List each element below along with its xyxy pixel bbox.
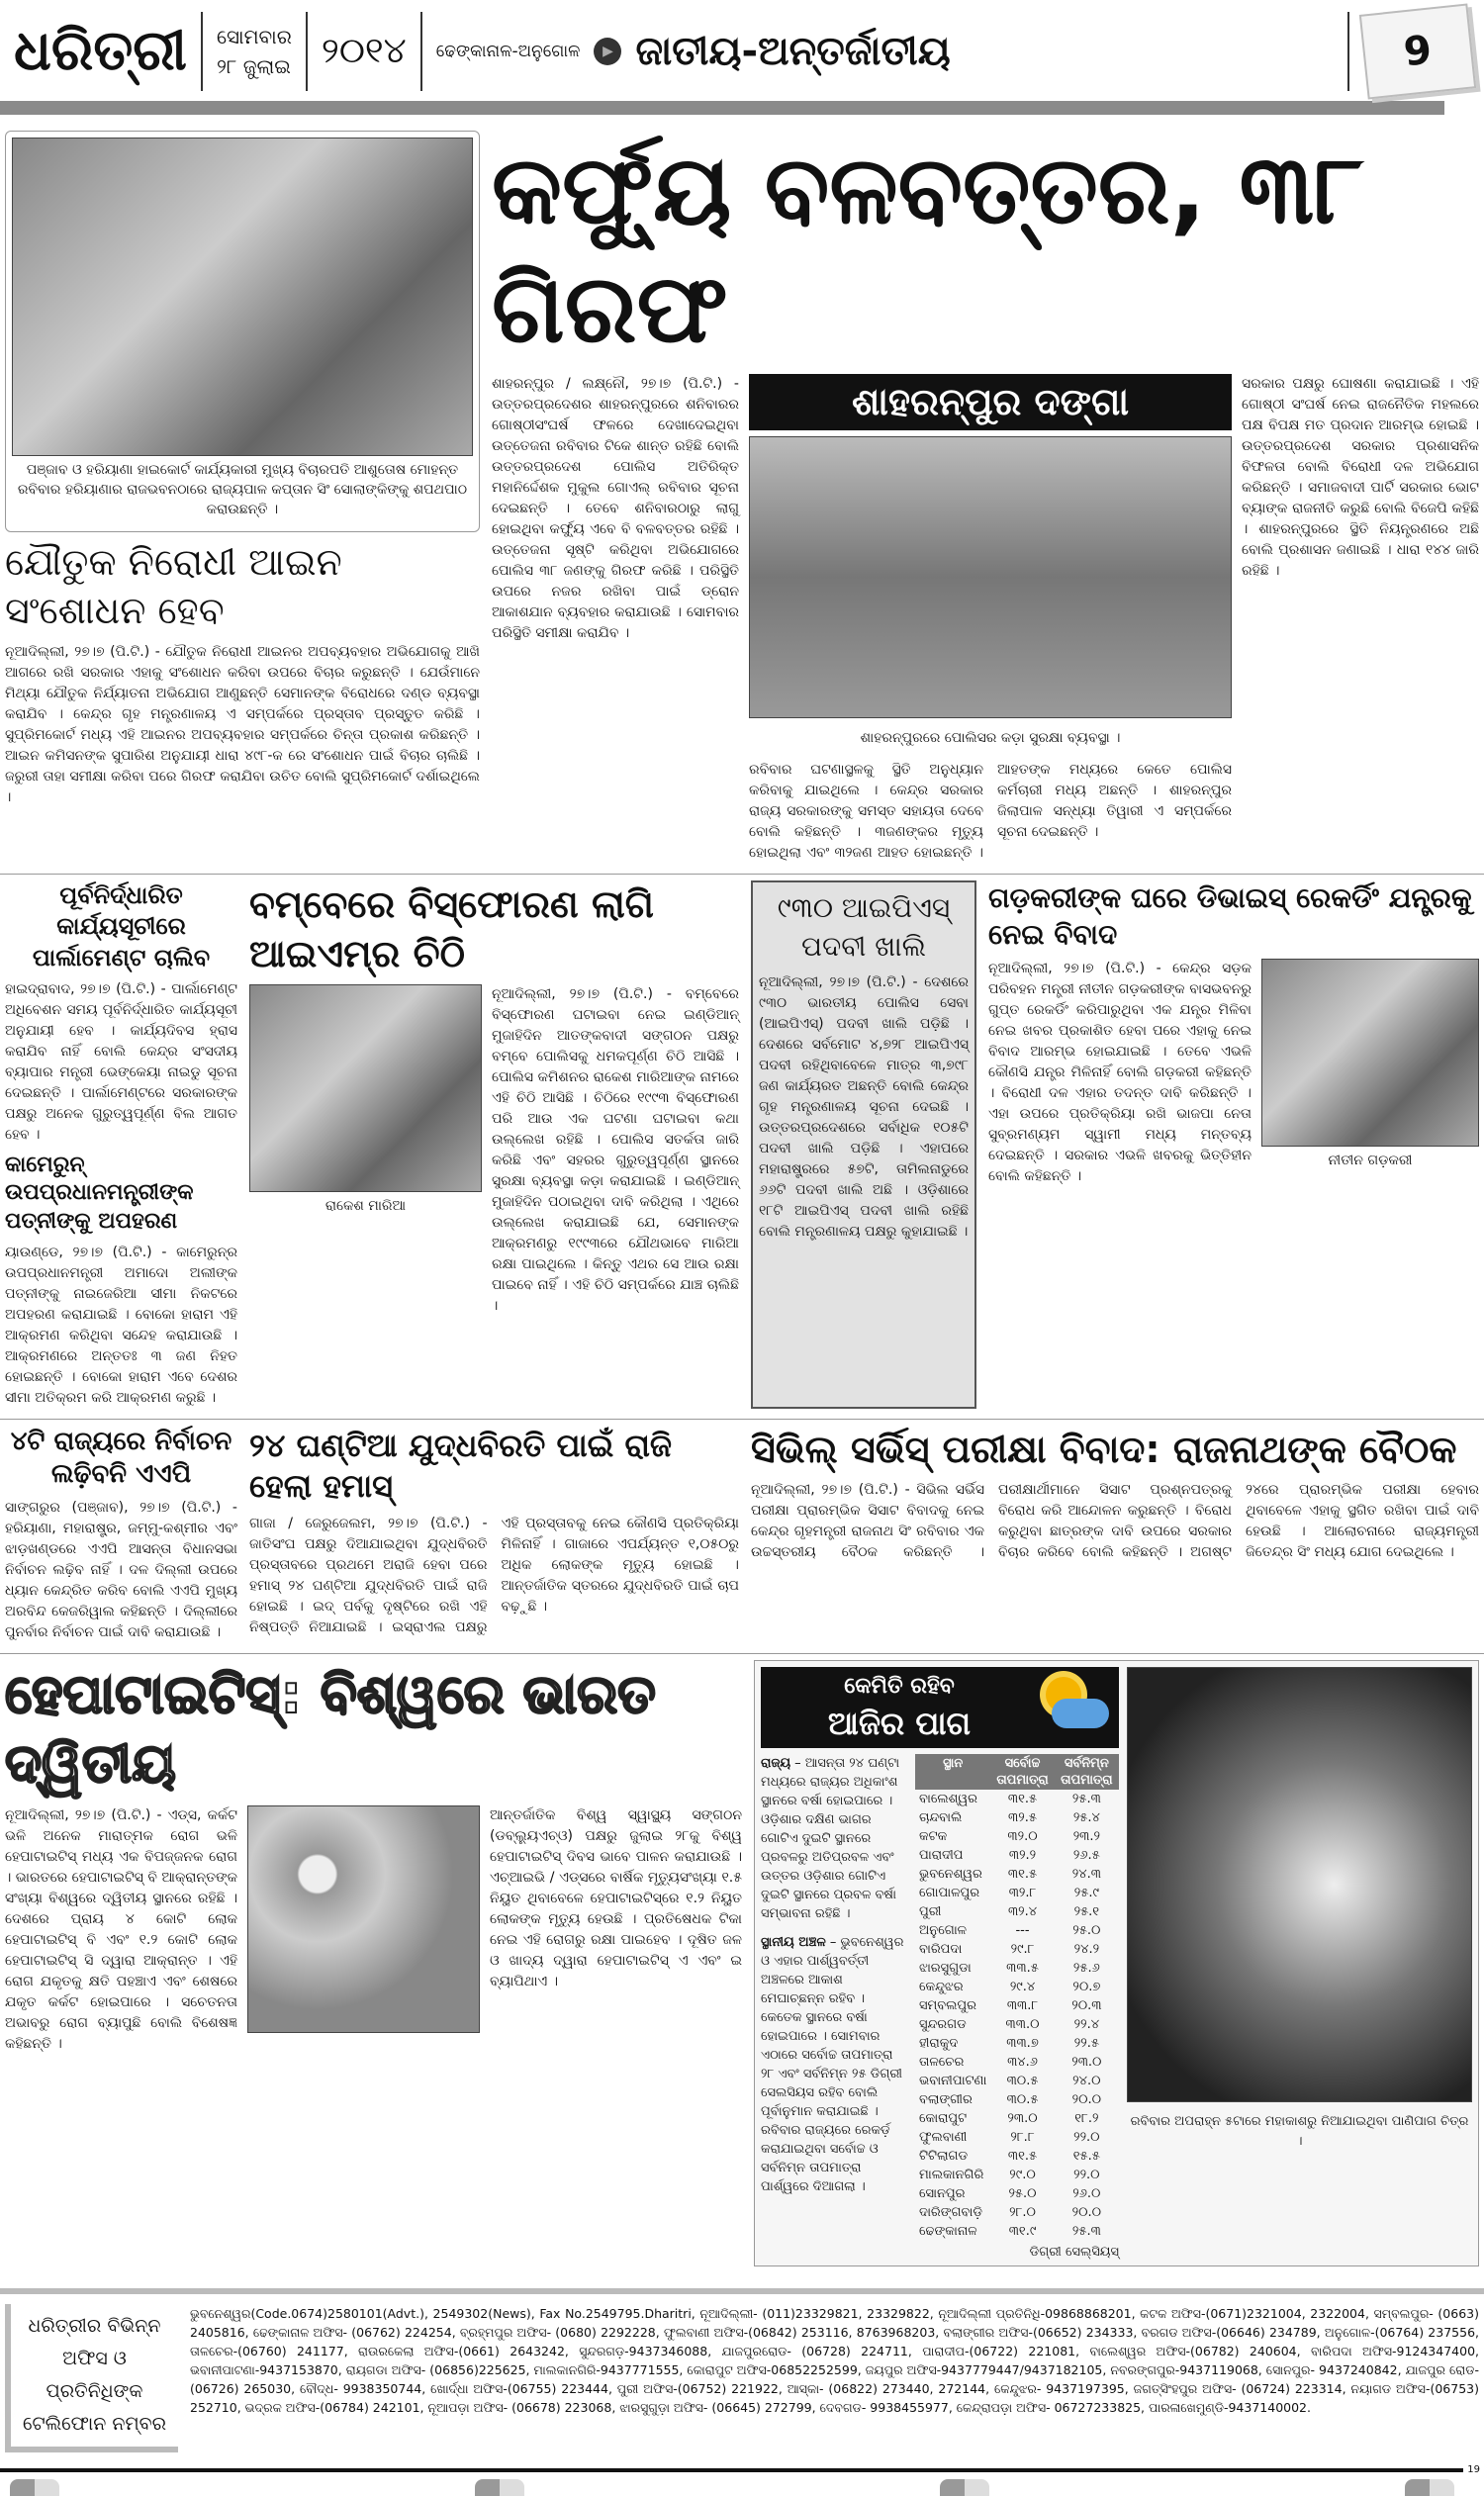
photo-caption: ଶାହରନ୍‌ପୁରରେ ପୋଲିସର କଡ଼ା ସୁରକ୍ଷା ବ୍ୟବସ୍ଥା । <box>860 730 1121 747</box>
weather-title-2: ଆଜିର ପାଗ <box>827 1705 972 1743</box>
footer-label: ଧରିତ୍ରୀର ବିଭିନ୍ନ ଅଫିସ ଓ ପ୍ରତିନିଧିଙ୍କ ଟେଲିଫୋନ ନମ୍ବର <box>5 2304 178 2452</box>
temperature-row <box>915 2034 1119 2053</box>
station-name: ବଲାଙ୍ଗୀର <box>919 2092 973 2108</box>
weather-forecast: ରାଜ୍ୟ – ଆସନ୍ତା ୨୪ ଘଣ୍ଟା ମଧ୍ୟରେ ରାଜ୍ୟର ଅଧିକାଂଶ ସ୍ଥାନରେ ବର୍ଷା ହୋଇପାରେ । ଓଡ଼ିଶାର ଦକ୍ଷିଣ ଭାଗର ଗୋଟିଏ ଦୁଇଟି ସ୍ଥାନରେ ପ୍ରବଳରୁ ଅତିପ୍ରବଳ ଏବଂ ଉତ୍ତର ଓଡ଼ିଶାର ଗୋଟିଏ ଦୁଇଟି ସ୍ଥାନରେ ପ୍ରବଳ ବର୍ଷା ସମ୍ଭାବନା ରହିଛି । ସ୍ଥାନୀୟ ଅଞ୍ଚଳ – ଭୁବନେଶ୍ୱର ଓ ଏହାର ପାର୍ଶ୍ୱବର୍ତ୍ତୀ ଅଞ୍ଚଳରେ ଆକାଶ ମେଘାଚ୍ଛନ୍ନ ରହିବ । କେତେକ ସ୍ଥାନରେ ବର୍ଷା ହୋଇପାରେ । ସୋମବାର ଏଠାରେ ସର୍ବୋଚ୍ଚ ତାପମାତ୍ରା ୨୮ ଏବଂ ସର୍ବନିମ୍ନ ୨୫ ଡିଗ୍ରୀ ସେଲସିୟସ ରହିବ ବୋଲି ପୂର୍ବାନୁମାନ କରାଯାଇଛି । ରବିବାର ରାଜ୍ୟରେ ରେକର୍ଡ଼ କରାଯାଇଥିବା ସର୍ବୋଚ୍ଚ ଓ ସର୍ବନିମ୍ନ ତାପମାତ୍ରା ପାର୍ଶ୍ୱରେ ଦିଆଗଲା । <box>761 1756 904 2195</box>
max-temp: ୨୯.୮ <box>1010 1942 1035 1958</box>
temperature-row <box>915 1996 1119 2015</box>
page-number: 9 <box>1359 3 1476 99</box>
max-temp: ୩୨.୦ <box>1007 1829 1038 1845</box>
temperature-row <box>915 2166 1119 2184</box>
temperature-row <box>915 2053 1119 2072</box>
min-temp: ୨୫.୦ <box>1072 1923 1101 1939</box>
satellite-image <box>1127 1667 1472 2102</box>
date: ୨୮ ଜୁଲାଇ <box>216 54 291 78</box>
station-name: ବାରିପଦା <box>919 1942 963 1958</box>
gadkari-photo-box <box>1261 959 1479 1187</box>
max-temp: ୩୦.୫ <box>1006 2092 1039 2108</box>
hepatitis-headline: ହେପାଟାଇଟିସ୍: ବିଶ୍ୱରେ ଭାରତ ଦ୍ୱିତୀୟ <box>5 1663 656 1796</box>
max-temp: ୩୦.୫ <box>1006 2074 1039 2089</box>
max-temp: ୨୯.୪ <box>1009 1980 1036 1995</box>
station-name: ମାଲକାନଗିରି <box>919 2168 984 2183</box>
max-temp: ୩୩.୮ <box>1006 1998 1039 2014</box>
temperature-row <box>915 1790 1119 1808</box>
station-name: ଭବାନୀପାଟଣା <box>919 2074 987 2089</box>
station-name: ଫୁଲବାଣୀ <box>919 2130 968 2146</box>
left-column <box>5 131 480 864</box>
cameroon-body: ୟାଉଣ୍ଡେ, ୨୭।୭ (ପି.ଟି.) - କାମେରୁନ୍‌ର ଉପପ୍ରଧାନମନ୍ତ୍ରୀ ଅମାଦୋ ଅଲୀଙ୍କ ପତ୍ନୀଙ୍କୁ ନାଇଜେରିଆ ସୀମା ନିକଟରେ ଅପହରଣ କରାଯାଇଛି । ବୋକୋ ହାରାମ ଏହି ଆକ୍ରମଣ କରିଥିବା ସନ୍ଦେହ କରାଯାଉଛି । ଆକ୍ରମଣରେ ଅନ୍ତତଃ ୩ ଜଣ ନିହତ ହୋଇଛନ୍ତି । ବୋକୋ ହାରାମ ଏବେ ଦେଶର ସୀମା ଅତିକ୍ରମ କରି ଆକ୍ରମଣ କରୁଛି । <box>5 1244 237 1406</box>
max-temp: ୨୫.୦ <box>1008 2186 1037 2202</box>
station-name: କଟକ <box>919 1829 948 1845</box>
photo-box <box>5 131 480 532</box>
temperature-row <box>915 1959 1119 1978</box>
lead-story <box>492 131 1479 864</box>
left-column <box>5 880 237 1408</box>
mumbai-body: ନୂଆଦିଲ୍ଲୀ, ୨୭।୭ (ପି.ଟି.) - ବମ୍ବେରେ ବିସ୍ଫୋରଣ ଘଟାଇବା ନେଇ ଇଣ୍ଡିଆନ୍ ମୁଜାହିଦିନ ଆତଙ୍କବାଦୀ ସଙ୍ଗଠନ ପକ୍ଷରୁ ବମ୍ବେ ପୋଲିସକୁ ଧମକପୂର୍ଣ୍ଣ ଚିଠି ଆସିଛି । ପୋଲିସ କମିଶନର ରାକେଶ ମାରିଆଙ୍କ ନାମରେ ଏହି ଚିଠି ଆସିଛି । ଚିଠିରେ ୧୯୯୩ ବିସ୍ଫୋରଣ ପରି ଆଉ ଏକ ଘଟଣା ଘଟାଇବା କଥା ଉଲ୍ଲେଖ ରହିଛି । ପୋଲିସ ସତର୍କତା ଜାରି କରିଛି ଏବଂ ସହରର ଗୁରୁତ୍ୱପୂର୍ଣ୍ଣ ସ୍ଥାନରେ ସୁରକ୍ଷା ବ୍ୟବସ୍ଥା କଡ଼ା କରାଯାଇଛି । ଇଣ୍ଡିଆନ୍ ମୁଜାହିଦିନ ପଠାଇଥିବା ଦାବି କରିଥିଲା । ଏଥିରେ ଉଲ୍ଲେଖ କରାଯାଇଛି ଯେ, ସେମାନଙ୍କ ଆକ୍ରମଣରୁ ୧୯୯୩ରେ ଯୌଥଭାବେ ମାରିଆ ରକ୍ଷା ପାଇଥିଲେ । କିନ୍ତୁ ଏଥର ସେ ଆଉ ରକ୍ଷା ପାଇବେ ନାହିଁ । ଏହି ଚିଠି ସମ୍ପର୍କରେ ଯାଞ୍ଚ ଚାଲିଛି । <box>492 985 739 1314</box>
ips-box <box>751 880 976 1408</box>
max-temp: ୩୩.୫ <box>1006 1961 1039 1977</box>
station-name: ଦାରିଙ୍ଗବାଡ଼ି <box>919 2205 982 2221</box>
col-header: ସ୍ଥାନ <box>943 1756 964 1772</box>
min-temp: ୨୫.୩ <box>1071 1792 1101 1807</box>
aap-story <box>5 1426 237 1644</box>
temperature-row <box>915 2222 1119 2241</box>
page-marker: 19 <box>1467 2464 1480 2476</box>
divider <box>306 12 308 91</box>
temperature-row <box>915 1884 1119 1902</box>
header-bar <box>0 101 1444 115</box>
station-name: କେନ୍ଦୁଝର <box>919 1980 964 1995</box>
hamas-story <box>249 1426 739 1644</box>
section-title: ଜାତୀୟ-ଅନ୍ତର୍ଜାତୀୟ <box>635 29 951 74</box>
max-temp: ୩୧.୫ <box>1007 1792 1038 1807</box>
lead-kicker: ଶାହରନ୍‌ପୁର ଦଙ୍ଗା <box>749 374 1232 430</box>
virus-image <box>247 1805 480 2033</box>
hepatitis-columns <box>5 1805 742 2055</box>
registration-mark <box>940 2479 989 2496</box>
hepatitis-body: ନୂଆଦିଲ୍ଲୀ, ୨୭।୭ (ପି.ଟି.) - ଏଡ୍ସ, କର୍କଟ ଭଳି ଅନେକ ମାରାତ୍ମକ ରୋଗ ଭଳି ହେପାଟାଇଟିସ୍ ମଧ୍ୟ ଏକ ବିପଜ୍ଜନକ ରୋଗ । ଭାରତରେ ହେପାଟାଇଟିସ୍ ବି ଆକ୍ରାନ୍ତଙ୍କ ସଂଖ୍ୟା ବିଶ୍ୱରେ ଦ୍ୱିତୀୟ ସ୍ଥାନରେ ରହିଛି । ଦେଶରେ ପ୍ରାୟ ୪ କୋଟି ଲୋକ ହେପାଟାଇଟିସ୍ ବି ଏବଂ ୧.୨ କୋଟି ଲୋକ ହେପାଟାଇଟିସ୍ ସି ଦ୍ୱାରା ଆକ୍ରାନ୍ତ । ଏହି ରୋଗ ଯକୃତକୁ କ୍ଷତି ପହଞ୍ଚାଏ ଏବଂ ଶେଷରେ ଯକୃତ କର୍କଟ ହୋଇପାରେ । ସଚେତନତା ଅଭାବରୁ ରୋଗ ବ୍ୟାପୁଛି ବୋଲି ବିଶେଷଜ୍ଞ କହିଛନ୍ତି । <box>5 1806 237 2052</box>
min-temp: ୨୨.୦ <box>1073 2130 1100 2146</box>
max-temp: ୩୨.୮ <box>1008 1886 1037 1901</box>
middle-section <box>0 875 1484 1419</box>
max-temp: ୨୯.୦ <box>1009 2168 1036 2183</box>
mumbai-columns <box>249 984 739 1317</box>
office-phone-numbers: ଭୁବନେଶ୍ୱର(Code.0674)2580101(Advt.), 2549302(News), Fax No.2549795.Dharitri, ନୂଆଦିଲ୍ଲୀ- (011)23329821, 23329822, ନୂଆଦିଲ୍ଲୀ ପ୍ରତିନିଧି-09868868201, କଟକ ଅଫିସ-(0671)2321004, 2322004, ସମ୍ବଲପୁର- (0663) 2405816, ଢେଙ୍କାନାଳ ଅଫିସ- (06762) 224254, ବ୍ରହ୍ମପୁର ଅଫିସ- (0680) 2292228, ଫୁଲବାଣୀ ଅଫିସ-(06842) 253116, 8763968203, ବଲାଙ୍ଗୀର ଅଫିସ-(06652) 234333, ବରଗଡ ଅଫିସ-(06646) 234789, ଅନୁଗୋଳ-(06764) 237556, ତାଳଚେର-(06760) 241177, ରାଉରକେଲା ଅଫିସ-(0661) 2643242, ସୁନ୍ଦରଗଡ଼-9437346088, ଯାଜପୁରରୋଡ- (06728) 224711, ପାରାଦୀପ-(06722) 221081, ବାଲେଶ୍ୱର ଅଫିସ-(06782) 240604, ବାରିପଦା ଅଫିସ-9124347400, ଭବାନୀପାଟଣା-9437153870, ରାୟଗଡା ଅଫିସ- (06856)225625, ମାଲକାନଗିରି-9437771555, କୋରାପୁଟ ଅଫିସ-06852252599, ଜୟପୁର ଅଫିସ-9437779447/9437182105, ନବରଙ୍ଗପୁର-9437119068, ସୋନପୁର- 9437240842, ଯାଜପୁର ରୋଡ-(06726) 265030, ବୌଦ୍ଧ- 9938350744, ଖୋର୍ଦ୍ଧା ଅଫିସ-(06755) 223444, ପୁରୀ ଅଫିସ-(06752) 221922, ଆସ୍କା- (06822) 273440, 272144, କେନ୍ଦୁଝର- 9437197395, ଜଗତ୍‌ସିଂହପୁର ଅଫିସ- (06724) 223314, ନୟାଗଡ ଅଫିସ-(06753) 252710, ଭଦ୍ରକ ଅଫିସ-(06784) 242101, ନୂଆପଡ଼ା ଅଫିସ- (06678) 223068, ଝାରସୁଗୁଡ଼ା ଅଫିସ- (06645) 272799, ଦେବଗଡ- 9938455977, କେନ୍ଦ୍ରାପଡ଼ା ଅଫିସ- 06727233825, ପାରଳାଖେମୁଣ୍ଡି-9437140002. <box>190 2306 1479 2416</box>
sun-cloud-icon <box>1034 1673 1113 1736</box>
max-temp: ୩୧.୫ <box>1007 2149 1038 2165</box>
min-temp: ୨୩.୨ <box>1072 1829 1100 1845</box>
photo-caption: ପଞ୍ଜାବ ଓ ହରିୟାଣା ହାଇକୋର୍ଟ କାର୍ଯ୍ୟକାରୀ ମୁଖ୍ୟ ବିଚାରପତି ଆଶୁତୋଷ ମୋହନ୍ତ ରବିବାର ହରିୟାଣାର ରାଜଭବନଠାରେ ରାଜ୍ୟପାଳ କପ୍ତାନ ସିଂ ସୋଲାଙ୍କିଙ୍କୁ ଶପଥପାଠ କରାଉଛନ୍ତି । <box>17 462 468 517</box>
weather-box <box>754 1660 1479 2266</box>
min-temp: ୨୫.୬ <box>1072 1961 1100 1977</box>
divider <box>201 12 203 91</box>
min-temp: ୨୪.୩ <box>1071 1867 1101 1883</box>
registration-marks <box>0 2475 1484 2496</box>
lead-headline: କର୍ଫ୍ୟୁ ବଳବତ୍ତର, ୩୮ ଗିରଫ <box>492 135 1364 364</box>
temperature-row <box>915 1808 1119 1827</box>
lead-body-cont: ସରକାର ପକ୍ଷରୁ ଘୋଷଣା କରାଯାଇଛି । ଏହି ଗୋଷ୍ଠୀ ସଂଘର୍ଷ ନେଇ ରାଜନୈତିକ ମହଲରେ ପକ୍ଷ ବିପକ୍ଷ ମତ ପ୍ରଦାନ ଆରମ୍ଭ ହୋଇଛି । ଉତ୍ତରପ୍ରଦେଶ ସରକାର ପ୍ରଶାସନିକ ବିଫଳତା ବୋଲି ବିରୋଧୀ ଦଳ ଅଭିଯୋଗ କରିଛନ୍ତି । ସମାଜବାଦୀ ପାର୍ଟି ସରକାର ଭୋଟ ବ୍ୟାଙ୍କ ରାଜନୀତି କରୁଛି ବୋଲି ବିଜେପି କହିଛି । ଶାହରନ୍‌ପୁରରେ ସ୍ଥିତି ନିୟନ୍ତ୍ରଣରେ ଅଛି ବୋଲି ପ୍ରଶାସନ ଜଣାଇଛି । ଧାରା ୧୪୪ ଜାରି ରହିଛି । <box>1242 376 1479 579</box>
max-temp: --- <box>1015 1923 1030 1939</box>
dowry-headline: ଯୌତୁକ ନିରୋଧୀ ଆଇନ ସଂଶୋଧନ ହେବ <box>5 540 342 633</box>
unit-label: ଡିଗ୍ରୀ ସେଲ୍‌ସିୟସ୍ <box>1029 2245 1119 2261</box>
edition: ଢେଙ୍କାନାଳ-ଅନୁଗୋଳ <box>435 42 581 61</box>
min-temp: ୨୬.୦ <box>1072 2186 1101 2202</box>
masthead-logo: ଧରିତ୍ରୀ <box>14 19 187 84</box>
parliament-headline: ପୂର୍ବନିର୍ଦ୍ଧାରିତ କାର୍ଯ୍ୟସୂଚୀରେ ପାର୍ଲାମେଣ୍ଟ ଚାଲିବ <box>32 881 211 971</box>
station-name: ଗୋପାଳପୁର <box>919 1886 980 1901</box>
bottom-rule-row <box>0 2458 1484 2475</box>
hepatitis-story <box>5 1660 742 2266</box>
min-temp: ୨୫.୩ <box>1071 2224 1101 2240</box>
temperature-row <box>915 1940 1119 1959</box>
mumbai-story <box>249 880 739 1408</box>
civil-services-headline: ସିଭିଲ୍ ସର୍ଭିସ୍ ପରୀକ୍ଷା ବିବାଦ: ରାଜନାଥଙ୍କ ବୈଠକ <box>751 1427 1457 1471</box>
max-temp: ୩୩.୭ <box>1006 2036 1039 2052</box>
satellite-panel <box>1127 1667 1472 2260</box>
min-temp: ୨୫.୪ <box>1072 1810 1100 1826</box>
gadkari-columns <box>988 959 1479 1187</box>
temperature-row <box>915 2147 1119 2166</box>
gadkari-headline: ଗଡ଼କରୀଙ୍କ ଘରେ ଡିଭାଇସ୍ ରେକର୍ଡିଂ ଯନ୍ତ୍ରକୁ ନେଇ ବିବାଦ <box>988 881 1472 951</box>
station-name: ପାରାଦୀପ <box>919 1848 964 1864</box>
lower-section <box>0 1420 1484 1655</box>
top-section <box>0 125 1484 875</box>
gadkari-photo <box>1261 959 1479 1147</box>
rakesh-maria-photo <box>249 984 482 1192</box>
hamas-body: ଗାଜା / ଜେରୁଜେଲମ, ୨୭।୭ (ପି.ଟି.) - ଜାତିସଂଘ ପକ୍ଷରୁ ଦିଆଯାଇଥିବା ଯୁଦ୍ଧବିରତି ପ୍ରସ୍ତାବରେ ପ୍ରଥମେ ଅରାଜି ହେବା ପରେ ହମାସ୍ ୨୪ ଘଣ୍ଟିଆ ଯୁଦ୍ଧବିରତି ପାଇଁ ରାଜି ହୋଇଛି । ଇଦ୍ ପର୍ବକୁ ଦୃଷ୍ଟିରେ ରଖି ଏହି ନିଷ୍ପତ୍ତି ନିଆଯାଇଛି । ଇସ୍ରାଏଲ ପକ୍ଷରୁ ଏହି ପ୍ରସ୍ତାବକୁ ନେଇ କୌଣସି ପ୍ରତିକ୍ରିୟା ମିଳିନାହିଁ । ଗାଜାରେ ଏପର୍ଯ୍ୟନ୍ତ ୧,୦୫୦ରୁ ଅଧିକ ଲୋକଙ୍କ ମୃତ୍ୟୁ ହୋଇଛି । ଆନ୍ତର୍ଜାତିକ ସ୍ତରରେ ଯୁଦ୍ଧବିରତି ପାଇଁ ଚାପ ବଢ଼ୁଛି । <box>249 1515 739 1635</box>
min-temp: ୨୫.୯ <box>1073 1886 1099 1901</box>
dowry-body: ନୂଆଦିଲ୍ଲୀ, ୨୭।୭ (ପି.ଟି.) - ଯୌତୁକ ନିରୋଧୀ ଆଇନର ଅପବ୍ୟବହାର ଅଭିଯୋଗକୁ ଆଖି ଆଗରେ ରଖି ସରକାର ଏହାକୁ ସଂଶୋଧନ କରିବା ଉପରେ ବିଚାର କରୁଛନ୍ତି । ଯେଉଁମାନେ ମିଥ୍ୟା ଯୌତୁକ ନିର୍ଯ୍ୟାତନା ଅଭିଯୋଗ ଆଣୁଛନ୍ତି ସେମାନଙ୍କ ବିରୋଧରେ ଦଣ୍ଡ ବ୍ୟବସ୍ଥା କରାଯିବ । କେନ୍ଦ୍ର ଗୃହ ମନ୍ତ୍ରଣାଳୟ ଏ ସମ୍ପର୍କରେ ପ୍ରସ୍ତାବ ପ୍ରସ୍ତୁତ କରିଛି । ସୁପ୍ରିମକୋର୍ଟ ମଧ୍ୟ ଏହି ଆଇନର ଅପବ୍ୟବହାର ସମ୍ପର୍କରେ ଚିନ୍ତା ପ୍ରକାଶ କରିଛନ୍ତି । ଆଇନ କମିସନଙ୍କ ସୁପାରିଶ ଅନୁଯାୟୀ ଧାରା ୪୯୮-କ ରେ ସଂଶୋଧନ ପାଇଁ ବିଚାର ଚାଲିଛି । ଜରୁରୀ ତାହା ସମୀକ୍ଷା କରିବା ପରେ ଗିରଫ କରାଯିବା ଉଚିତ ବୋଲି ସୁପ୍ରିମକୋର୍ଟ ଦର୍ଶାଇଥିଲେ । <box>5 643 480 805</box>
temperature-row <box>915 2128 1119 2147</box>
civil-services-body: ନୂଆଦିଲ୍ଲୀ, ୨୭।୭ (ପି.ଟି.) - ସିଭିଲ ସର୍ଭିସ ପରୀକ୍ଷା ପ୍ରାରମ୍ଭିକ ସିସାଟ ବିବାଦକୁ ନେଇ କେନ୍ଦ୍ର ଗୃହମନ୍ତ୍ରୀ ରାଜନାଥ ସିଂ ରବିବାର ଏକ ଉଚ୍ଚସ୍ତରୀୟ ବୈଠକ କରିଛନ୍ତି । ପରୀକ୍ଷାର୍ଥୀମାନେ ସିସାଟ ପ୍ରଶ୍ନପତ୍ରକୁ ବିରୋଧ କରି ଆନ୍ଦୋଳନ କରୁଛନ୍ତି । ବିରୋଧ କରୁଥିବା ଛାତ୍ରଙ୍କ ଦାବି ଉପରେ ସରକାର ବିଚାର କରିବେ ବୋଲି କହିଛନ୍ତି । ଅଗଷ୍ଟ ୨୪ରେ ପ୍ରାରମ୍ଭିକ ପରୀକ୍ଷା ହେବାର ଥିବାବେଳେ ଏହାକୁ ସ୍ଥଗିତ ରଖିବା ପାଇଁ ଦାବି ହେଉଛି । ଆଲୋଚନାରେ ରାଜ୍ୟମନ୍ତ୍ରୀ ଜିତେନ୍ଦ୍ର ସିଂ ମଧ୍ୟ ଯୋଗ ଦେଇଥିଲେ । <box>751 1481 1479 1560</box>
lead-center <box>749 374 1232 864</box>
temperature-row <box>915 2109 1119 2128</box>
temperature-row <box>915 1978 1119 1996</box>
station-name: ଭୁବନେଶ୍ୱର <box>919 1867 982 1883</box>
temperature-row <box>915 2203 1119 2222</box>
divider <box>420 12 422 91</box>
satellite-caption: ରବିବାର ଅପରାହ୍ନ ୫ଟାରେ ମହାକାଶରୁ ନିଆଯାଇଥିବା ପାଣିପାଗ ଚିତ୍ର । <box>1130 2114 1469 2150</box>
col-header: ସର୍ବନିମ୍ନ ତାପମାତ୍ରା <box>1061 1756 1113 1789</box>
max-temp: ୨୮.୦ <box>1009 2205 1036 2221</box>
min-temp: ୧୮.୨ <box>1074 2111 1099 2127</box>
weather-title-1: କେମିତି ରହିବ <box>844 1674 955 1700</box>
temperature-row <box>915 2015 1119 2034</box>
temperature-row <box>915 1921 1119 1940</box>
station-name: ସମ୍ବଲପୁର <box>919 1998 976 2014</box>
hepatitis-body-cont: ଆନ୍ତର୍ଜାତିକ ବିଶ୍ୱ ସ୍ୱାସ୍ଥ୍ୟ ସଙ୍ଗଠନ (ଡବ୍ଲ୍ୟୁଏଚ୍ଓ) ପକ୍ଷରୁ ଜୁଲାଇ ୨୮କୁ ବିଶ୍ୱ ହେପାଟାଇଟିସ୍ ଦିବସ ଭାବେ ପାଳନ କରାଯାଉଛି । ଏଚ୍ଆଇଭି / ଏଡ୍ସରେ ବାର୍ଷିକ ମୃତ୍ୟୁସଂଖ୍ୟା ୧.୫ ନିୟୁତ ଥିବାବେଳେ ହେପାଟାଇଟିସ୍‌ରେ ୧.୨ ନିୟୁତ ଲୋକଙ୍କ ମୃତ୍ୟୁ ହେଉଛି । ପ୍ରତିଷେଧକ ଟିକା ନେଇ ଏହି ରୋଗରୁ ରକ୍ଷା ପାଇହେବ । ଦୂଷିତ ଜଳ ଓ ଖାଦ୍ୟ ଦ୍ୱାରା ହେପାଟାଇଟିସ୍ ଏ ଏବଂ ଇ ବ୍ୟାପିଥାଏ । <box>490 1806 742 1989</box>
registration-mark <box>1405 2479 1454 2496</box>
min-temp: ୨୨.୫ <box>1073 2036 1099 2052</box>
station-name: ଢେଙ୍କାନାଳ <box>919 2224 977 2240</box>
temperature-row <box>915 1865 1119 1884</box>
state-forecast: ଆସନ୍ତା ୨୪ ଘଣ୍ଟା ମଧ୍ୟରେ ରାଜ୍ୟର ଅଧିକାଂଶ ସ୍ଥାନରେ ବର୍ଷା ହୋଇପାରେ । ଓଡ଼ିଶାର ଦକ୍ଷିଣ ଭାଗର ଗୋଟିଏ ଦୁଇଟି ସ୍ଥାନରେ ପ୍ରବଳରୁ ଅତିପ୍ରବଳ ଏବଂ ଉତ୍ତର ଓଡ଼ିଶାର ଗୋଟିଏ ଦୁଇଟି ସ୍ଥାନରେ ପ୍ରବଳ ବର୍ଷା ସମ୍ଭାବନା ରହିଛି । <box>761 1756 900 1922</box>
min-temp: ୨୦.୭ <box>1072 1980 1101 1995</box>
day: ସୋମବାର <box>216 25 292 48</box>
photo-caption: ନୀତୀନ ଗଡ଼କରୀ <box>1328 1152 1413 1168</box>
aap-body: ସାଙ୍ଗରୁର (ପଞ୍ଜାବ), ୨୭।୭ (ପି.ଟି.) - ହରିୟାଣା, ମହାରାଷ୍ଟ୍ର, ଜମ୍ମୁ-କଶ୍ମୀର ଏବଂ ଝାଡ଼ଖଣ୍ଡରେ ଏଏପି ଆସନ୍ତା ବିଧାନସଭା ନିର୍ବାଚନ ଲଢ଼ିବ ନାହିଁ । ଦଳ ଦିଲ୍ଲୀ ଉପରେ ଧ୍ୟାନ କେନ୍ଦ୍ରିତ କରିବ ବୋଲି ଏଏପି ମୁଖ୍ୟ ଅରବିନ୍ଦ କେଜରିୱାଲ କହିଛନ୍ତି । ଦିଲ୍ଲୀରେ ପୁନର୍ବାର ନିର୍ବାଚନ ପାଇଁ ଦାବି କରାଯାଉଛି । <box>5 1500 237 1641</box>
photo-caption: ରାକେଶ ମାରିଆ <box>325 1197 407 1214</box>
bottom-rule <box>0 2468 1463 2472</box>
max-temp: ୩୩.୦ <box>1005 2017 1040 2033</box>
weather-title <box>761 1667 1119 1748</box>
min-temp: ୨୦.୩ <box>1071 1998 1102 2014</box>
station-name: ହୀରାକୁଦ <box>919 2036 959 2052</box>
max-temp: ୨୩.୦ <box>1007 2111 1038 2127</box>
weather-left <box>761 1667 1119 2260</box>
masthead <box>0 0 1484 95</box>
max-temp: ୩୨.୪ <box>1007 1904 1038 1920</box>
temperature-row <box>915 1827 1119 1846</box>
station-name: ପୁରୀ <box>919 1904 942 1920</box>
col-header: ସର୍ବୋଚ୍ଚ ତାପମାତ୍ରା <box>996 1756 1049 1789</box>
issue-date <box>217 22 292 81</box>
temperature-row <box>915 1846 1119 1865</box>
station-name: କୋରାପୁଟ <box>919 2111 968 2127</box>
ips-body: ନୂଆଦିଲ୍ଲୀ, ୨୭।୭ (ପି.ଟି.) - ଦେଶରେ ୯୩୦ ଭାରତୀୟ ପୋଲିସ ସେବା (ଆଇପିଏସ୍) ପଦବୀ ଖାଲି ପଡ଼ିଛି । ଦେଶରେ ସର୍ବମୋଟ ୪,୭୨୮ ଆଇପିଏସ୍ ପଦବୀ ରହିଥିବାବେଳେ ମାତ୍ର ୩,୭୯୮ ଜଣ କାର୍ଯ୍ୟରତ ଅଛନ୍ତି ବୋଲି କେନ୍ଦ୍ର ଗୃହ ମନ୍ତ୍ରଣାଳୟ ସୂଚନା ଦେଇଛି । ଉତ୍ତରପ୍ରଦେଶରେ ସର୍ବାଧିକ ୧୦୫ଟି ପଦବୀ ଖାଲି ପଡ଼ିଛି । ଏହାପରେ ମହାରାଷ୍ଟ୍ରରେ ୫୭ଟି, ତାମିଲନାଡୁରେ ୬୬ଟି ପଦବୀ ଖାଲି ଅଛି । ଓଡ଼ିଶାରେ ୧୮ଟି ଆଇପିଏସ୍ ପଦବୀ ଖାଲି ରହିଛି ବୋଲି ମନ୍ତ୍ରଣାଳୟ ପକ୍ଷରୁ କୁହାଯାଇଛି । <box>759 973 969 1240</box>
min-temp: ୨୨.୪ <box>1073 2017 1100 2033</box>
max-temp: ୩୧.୯ <box>1008 2224 1037 2240</box>
station-name: ଚାନ୍ଦବାଲି <box>919 1810 963 1826</box>
min-temp: ୨୦.୦ <box>1071 2092 1102 2108</box>
ips-headline: ୯୩୦ ଆଇପିଏସ୍ ପଦବୀ ଖାଲି <box>777 891 951 964</box>
temperature-table <box>915 1754 1119 2260</box>
swearing-in-photo <box>12 138 473 456</box>
station-name: ଝାରସୁଗୁଡା <box>919 1961 972 1977</box>
max-temp: ୨୮.୮ <box>1010 2130 1035 2146</box>
lead-body: ଶାହରନ୍‌ପୁର / ଲକ୍ଷ୍ନୌ, ୨୭।୭ (ପି.ଟି.) - ଉତ୍ତରପ୍ରଦେଶର ଶାହରନ୍‌ପୁରରେ ଶନିବାରର ଗୋଷ୍ଠୀସଂଘର୍ଷ ଫଳରେ ଦେଖାଦେଇଥିବା ଉତ୍ତେଜନା ରବିବାର ଟିକେ ଶାନ୍ତ ରହିଛି ବୋଲି ଉତ୍ତରପ୍ରଦେଶ ପୋଲିସ ଅତିରିକ୍ତ ମହାନିର୍ଦ୍ଦେଶକ ମୁକୁଲ ଗୋଏଲ୍ ରବିବାର ସୂଚନା ଦେଇଛନ୍ତି । ତେବେ ଶନିବାରଠାରୁ ଲାଗୁ ହୋଇଥିବା କର୍ଫ୍ୟୁ ଏବେ ବି ବଳବତ୍ତର ରହିଛି । ଉତ୍ତେଜନା ସୃଷ୍ଟି କରିଥିବା ଅଭିଯୋଗରେ ପୋଲିସ ୩୮ ଜଣଙ୍କୁ ଗିରଫ କରିଛି । ପରିସ୍ଥିତି ଉପରେ ନଜର ରଖିବା ପାଇଁ ଡ୍ରୋନ ଆକାଶଯାନ ବ୍ୟବହାର କରାଯାଉଛି । ସୋମବାର ପରିସ୍ଥିତି ସମୀକ୍ଷା କରାଯିବ । <box>492 376 739 641</box>
temperature-row <box>915 2090 1119 2109</box>
min-temp: ୨୪.୦ <box>1072 2074 1101 2089</box>
temperature-row <box>915 2184 1119 2203</box>
mumbai-photo-box <box>249 984 482 1317</box>
min-temp: ୨୫.୧ <box>1073 1904 1100 1920</box>
local-forecast: ଭୁବନେଶ୍ୱର ଓ ଏହାର ପାର୍ଶ୍ୱବର୍ତ୍ତୀ ଅଞ୍ଚଳରେ ଆକାଶ ମେଘାଚ୍ଛନ୍ନ ରହିବ । କେତେକ ସ୍ଥାନରେ ବର୍ଷା ହୋଇପାରେ । ସୋମବାର ଏଠାରେ ସର୍ବୋଚ୍ଚ ତାପମାତ୍ରା ୨୮ ଏବଂ ସର୍ବନିମ୍ନ ୨୫ ଡିଗ୍ରୀ ସେଲସିୟସ ରହିବ ବୋଲି ପୂର୍ବାନୁମାନ କରାଯାଇଛି । ରବିବାର ରାଜ୍ୟରେ ରେକର୍ଡ଼ କରାଯାଇଥିବା ସର୍ବୋଚ୍ଚ ଓ ସର୍ବନିମ୍ନ ତାପମାତ୍ରା ପାର୍ଶ୍ୱରେ ଦିଆଗଲା । <box>761 1935 904 2195</box>
cameroon-headline: କାମେରୁନ୍ ଉପପ୍ରଧାନମନ୍ତ୍ରୀଙ୍କ ପତ୍ନୀଙ୍କୁ ଅପହରଣ <box>5 1152 194 1234</box>
issue-number: ୨୦୧୪ <box>321 31 407 71</box>
registration-mark <box>475 2479 524 2496</box>
station-name: ସୁନ୍ଦରଗଡ <box>919 2017 967 2033</box>
max-temp: ୩୨.୫ <box>1008 1810 1037 1826</box>
min-temp: ୧୫.୫ <box>1072 2149 1100 2165</box>
min-temp: ୨୬.୫ <box>1072 1848 1100 1864</box>
lead-body-cont: ରବିବାର ଘଟଣାସ୍ଥଳକୁ ସ୍ଥିତି ଅନୁଧ୍ୟାନ କରିବାକୁ ଯାଇଥିଲେ । କେନ୍ଦ୍ର ସରକାର ରାଜ୍ୟ ସରକାରଙ୍କୁ ସମସ୍ତ ସହାୟତା ଦେବେ ବୋଲି କହିଛନ୍ତି । ୩ଜଣଙ୍କର ମୃତ୍ୟୁ ହୋଇଥିଲା ଏବଂ ୩୨ଜଣ ଆହତ ହୋଇଛନ୍ତି । ଆହତଙ୍କ ମଧ୍ୟରେ କେତେ ପୋଲିସ କର୍ମଚାରୀ ମଧ୍ୟ ଅଛନ୍ତି । ଶାହରନ୍‌ପୁର ଜିଲାପାଳ ସନ୍ଧ୍ୟା ତିୱାରୀ ଏ ସମ୍ପର୍କରେ ସୂଚନା ଦେଇଛନ୍ତି । <box>749 762 1232 862</box>
aap-headline: ୪ଟି ରାଜ୍ୟରେ ନିର୍ବାଚନ ଲଢ଼ିବନି ଏଏପି <box>10 1426 232 1490</box>
divider <box>1347 12 1349 91</box>
temperature-row <box>915 1902 1119 1921</box>
min-temp: ୨୨.୦ <box>1073 2168 1100 2183</box>
registration-mark <box>10 2479 59 2496</box>
temperature-row <box>915 2072 1119 2090</box>
local-label: ସ୍ଥାନୀୟ ଅଞ୍ଚଳ <box>761 1935 826 1951</box>
station-name: ଅନୁଗୋଳ <box>919 1923 968 1939</box>
play-icon: ▶ <box>594 38 621 65</box>
bottom-section <box>0 1654 1484 2276</box>
lead-columns <box>492 374 1479 864</box>
station-name: ସୋନପୁର <box>919 2186 966 2202</box>
station-name: ତାଳଚେର <box>919 2055 965 2071</box>
station-name: ବାଲେଶ୍ୱର <box>919 1792 977 1807</box>
max-temp: ୩୨.୨ <box>1008 1848 1037 1864</box>
parliament-body: ହାଇଦ୍ରାବାଦ, ୨୭।୭ (ପି.ଟି.) - ପାର୍ଲାମେଣ୍ଟ ଅଧିବେଶନ ସମୟ ପୂର୍ବନିର୍ଦ୍ଧାରିତ କାର୍ଯ୍ୟସୂଚୀ ଅନୁଯାୟୀ ହେବ । କାର୍ଯ୍ୟଦିବସ ହ୍ରାସ କରାଯିବ ନାହିଁ ବୋଲି କେନ୍ଦ୍ର ସଂସଦୀୟ ବ୍ୟାପାର ମନ୍ତ୍ରୀ ଭେଙ୍କେୟା ନାଇଡୁ ସୂଚନା ଦେଇଛନ୍ତି । ପାର୍ଲାମେଣ୍ଟରେ ସରକାରଙ୍କ ପକ୍ଷରୁ ଅନେକ ଗୁରୁତ୍ୱପୂର୍ଣ୍ଣ ବିଲ ଆଗତ ହେବ । <box>5 980 237 1143</box>
civil-services-story <box>751 1426 1479 1644</box>
gadkari-body: ନୂଆଦିଲ୍ଲୀ, ୨୭।୭ (ପି.ଟି.) - କେନ୍ଦ୍ର ସଡ଼କ ପରିବହନ ମନ୍ତ୍ରୀ ନୀତୀନ ଗଡ଼କରୀଙ୍କ ବାସଭବନରୁ ଗୁପ୍ତ ରେକର୍ଡିଂ କରିପାରୁଥିବା ଏକ ଯନ୍ତ୍ର ମିଳିବା ନେଇ ଖବର ପ୍ରକାଶିତ ହେବା ପରେ ଏହାକୁ ନେଇ ବିବାଦ ଆରମ୍ଭ ହୋଇଯାଇଛି । ତେବେ ଏଭଳି କୌଣସି ଯନ୍ତ୍ର ମିଳିନାହିଁ ବୋଲି ଗଡ଼କରୀ କହିଛନ୍ତି । ବିରୋଧୀ ଦଳ ଏହାର ତଦନ୍ତ ଦାବି କରିଛନ୍ତି । ଏହା ଉପରେ ପ୍ରତିକ୍ରିୟା ରଖି ଭାଜପା ନେତା ସୁବ୍ରମଣ୍ୟମ ସ୍ୱାମୀ ମଧ୍ୟ ମନ୍ତବ୍ୟ ଦେଇଛନ୍ତି । ସରକାର ଏଭଳି ଖବରକୁ ଭିତ୍ତିହୀନ ବୋଲି କହିଛନ୍ତି । <box>988 960 1252 1184</box>
gadkari-story <box>988 880 1479 1408</box>
weather-details <box>761 1754 1119 2260</box>
min-temp: ୨୩.୦ <box>1071 2055 1102 2071</box>
max-temp: ୩୧.୫ <box>1007 1867 1038 1883</box>
hamas-headline: ୨୪ ଘଣ୍ଟିଆ ଯୁଦ୍ଧବିରତି ପାଇଁ ରାଜି ହେଲା ହମାସ୍ <box>249 1426 672 1506</box>
curfew-photo <box>749 436 1232 718</box>
state-label: ରାଜ୍ୟ <box>761 1756 791 1772</box>
min-temp: ୨୪.୨ <box>1073 1942 1100 1958</box>
min-temp: ୨୦.୦ <box>1071 2205 1102 2221</box>
station-name: ଟିଟିଲାଗଡ <box>919 2149 969 2165</box>
max-temp: ୩୪.୬ <box>1007 2055 1038 2071</box>
mumbai-headline: ବମ୍ବେରେ ବିସ୍ଫୋରଣ ଲାଗି ଆଇଏମ୍‌ର ଚିଠି <box>249 882 654 975</box>
